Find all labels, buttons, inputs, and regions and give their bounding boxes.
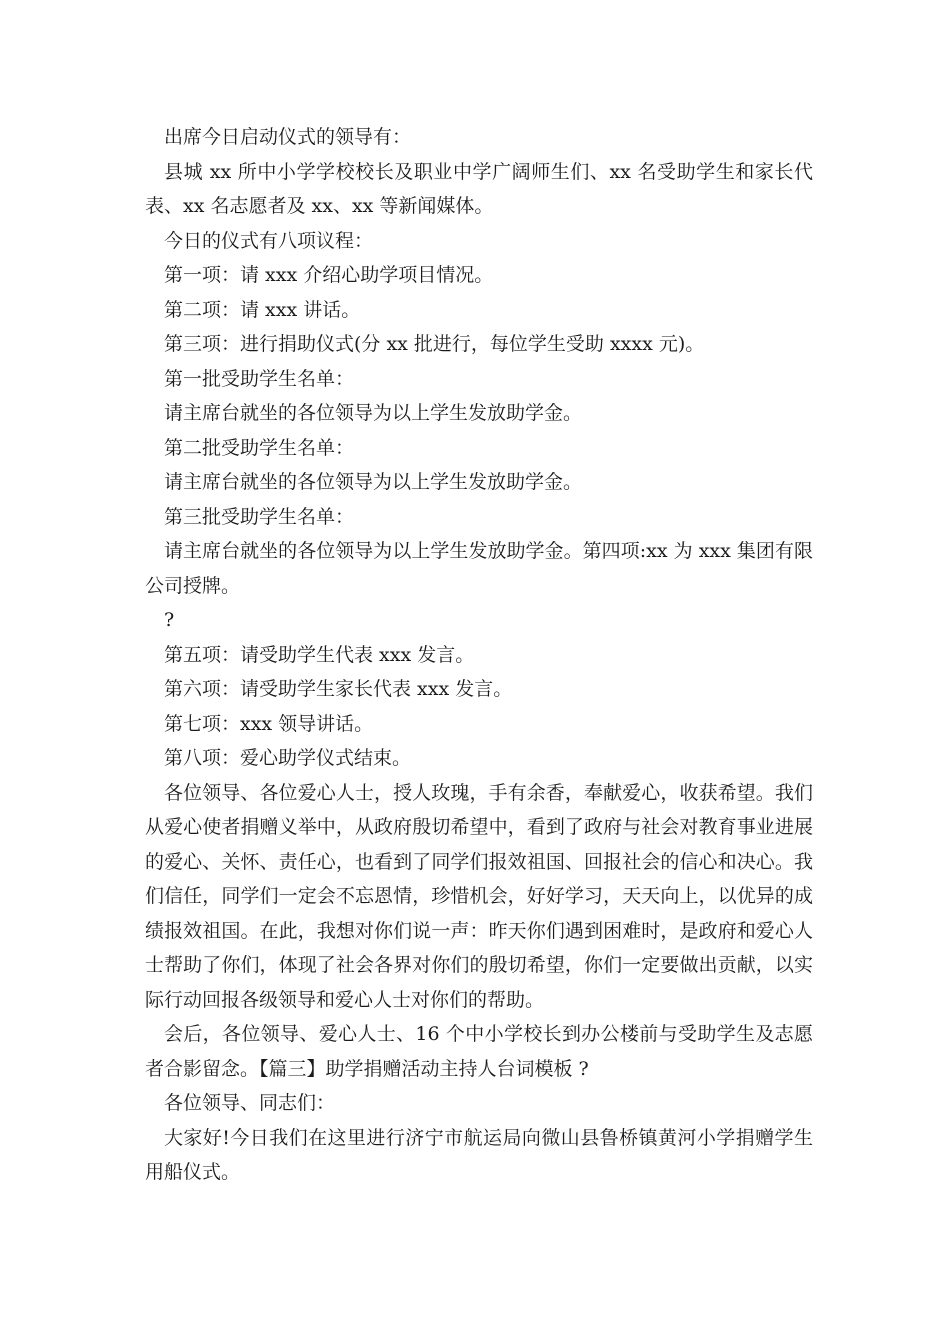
paragraph: 第二项：请 xxx 讲话。 [164,298,361,321]
paragraph: 大家好!今日我们在这里进行济宁市航运局向微山县鲁桥镇黄河小学捐赠学生用船仪式。 [145,1126,813,1183]
paragraph: 第六项：请受助学生家长代表 xxx 发言。 [164,678,513,700]
paragraph: 第八项：爱心助学仪式结束。 [164,747,412,769]
paragraph: 请主席台就坐的各位领导为以上学生发放助学金。第四项:xx 为 xxx 集团有限公司授牌。 [145,540,813,597]
paragraph: 第三项：进行捐助仪式(分 xx 批进行，每位学生受助 xxxx 元)。 [164,333,705,355]
paragraph: 今日的仪式有八项议程： [164,229,374,252]
paragraph: 第七项：xxx 领导讲话。 [164,712,374,735]
paragraph: 第一批受助学生名单： [164,367,355,390]
document-body [145,120,813,1190]
paragraph: 会后，各位领导、爱心人士、16 个中小学校长到办公楼前与受助学生及志愿者合影留念。【篇三】助学捐赠活动主持人台词模板 ? [145,1023,813,1080]
paragraph: 第三批受助学生名单： [164,505,355,528]
paragraph: 请主席台就坐的各位领导为以上学生发放助学金。 [164,471,583,493]
paragraph: ? [164,609,175,631]
paragraph: 各位领导、各位爱心人士，授人玫瑰，手有余香，奉献爱心，收获希望。我们从爱心使者捐赠义举中，从政府殷切希望中，看到了政府与社会对教育事业进展的爱心、关怀、责任心，也看到了同学们报效祖国、回报社会的信心和决心。我们信任，同学们一定会不忘恩情，珍惜机会，好好学习，天天向上，以优异的成绩报效祖国。在此，我想对你们说一声：昨天你们遇到困难时，是政府和爱心人士帮助了你们，体现了社会各界对你们的殷切希望，你们一定要做出贡献，以实际行动回报各级领导和爱心人士对你们的帮助。 [145,781,813,1011]
paragraph: 第二批受助学生名单： [164,436,355,459]
paragraph: 第一项：请 xxx 介绍心助学项目情况。 [164,264,494,286]
paragraph: 出席今日启动仪式的领导有： [164,126,412,148]
paragraph: 请主席台就坐的各位领导为以上学生发放助学金。 [164,402,583,424]
paragraph: 各位领导、同志们： [164,1092,336,1114]
paragraph: 第五项：请受助学生代表 xxx 发言。 [164,643,475,666]
paragraph: 县城 xx 所中小学学校校长及职业中学广阔师生们、xx 名受助学生和家长代表、xx 名志愿者及 xx、xx 等新闻媒体。 [145,160,813,217]
